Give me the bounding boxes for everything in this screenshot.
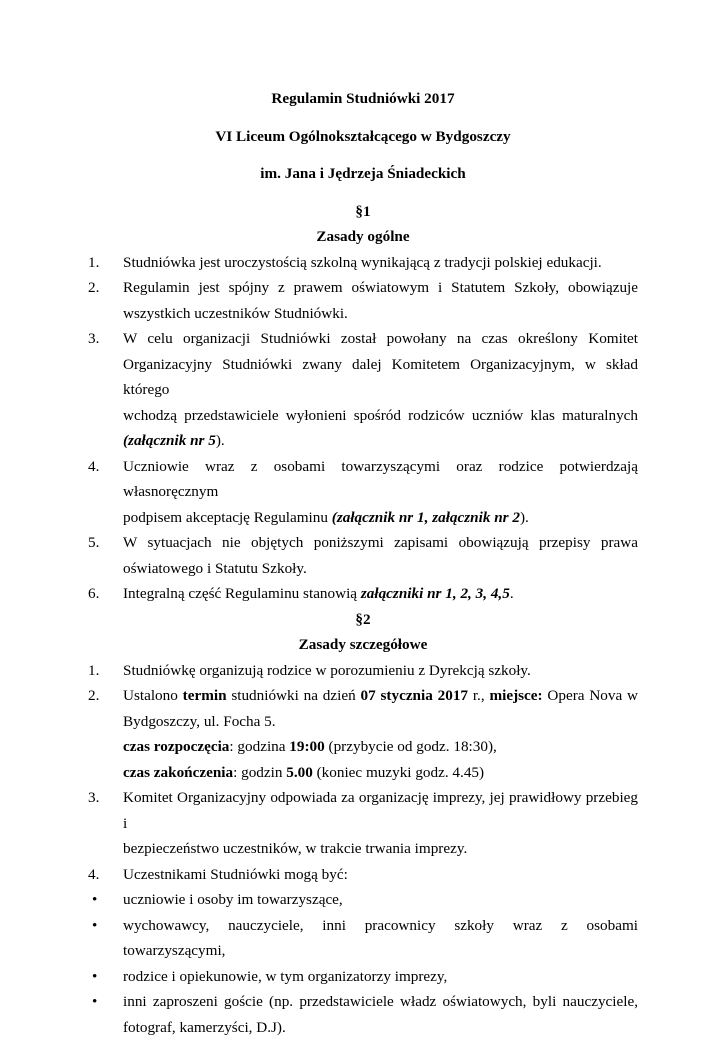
text-tail: . bbox=[510, 585, 514, 602]
item-text-line bbox=[123, 581, 638, 607]
item-number: 4. bbox=[88, 862, 118, 888]
item-text-line: oświatowego i Statutu Szkoły. bbox=[123, 556, 638, 582]
item-text-line: Regulamin jest spójny z prawem oświatowym i Statutem Szkoły, obowiązuje bbox=[123, 275, 638, 301]
item-text-line: Bydgoszczy, ul. Focha 5. bbox=[123, 709, 638, 735]
document-title: Regulamin Studniówki 2017 bbox=[88, 86, 638, 112]
item-text: wychowawcy, nauczyciele, inni pracownicy szkoły wraz z osobami towarzyszącymi, bbox=[123, 913, 638, 964]
item-text-line: W sytuacjach nie objętych poniższymi zapisami obowiązują przepisy prawa bbox=[123, 530, 638, 556]
start-time: 19:00 bbox=[289, 738, 324, 755]
item-text-line: wchodzą przedstawiciele wyłonieni spośród rodziców uczniów klas maturalnych bbox=[123, 403, 638, 429]
bullet-item bbox=[88, 964, 638, 990]
item-number: 3. bbox=[88, 785, 118, 811]
section-1-sign: §1 bbox=[88, 199, 638, 225]
text-mid: : godzin bbox=[233, 764, 286, 781]
bullet-icon: • bbox=[92, 989, 97, 1015]
bullet-icon: • bbox=[92, 913, 97, 939]
attachment-ref: załączniki nr 1, 2, 3, 4,5 bbox=[361, 585, 510, 602]
list-item bbox=[88, 683, 638, 785]
list-item bbox=[88, 581, 638, 607]
section-1-list bbox=[88, 250, 638, 607]
event-date: 07 stycznia 2017 bbox=[361, 687, 469, 704]
list-item bbox=[88, 454, 638, 531]
text-mid: studniówki na dzień bbox=[227, 687, 361, 704]
item-text-line: bezpieczeństwo uczestników, w trakcie trwania imprezy. bbox=[123, 836, 638, 862]
item-text: uczniowie i osoby im towarzyszące, bbox=[123, 887, 638, 913]
end-label: czas zakończenia bbox=[123, 764, 233, 781]
section-2-heading: Zasady szczegółowe bbox=[88, 632, 638, 658]
end-time-line bbox=[123, 760, 638, 786]
item-number: 3. bbox=[88, 326, 118, 352]
attachment-ref: (załącznik nr 1, załącznik nr 2 bbox=[332, 509, 520, 526]
text-tail: ). bbox=[520, 509, 529, 526]
item-number: 2. bbox=[88, 275, 118, 301]
text-tail: (koniec muzyki godz. 4.45) bbox=[313, 764, 484, 781]
bullet-item bbox=[88, 913, 638, 964]
list-item bbox=[88, 275, 638, 326]
text-pre: podpisem akceptację Regulaminu bbox=[123, 509, 332, 526]
venue-label: miejsce: bbox=[489, 687, 542, 704]
text-pre: Integralną część Regulaminu stanowią bbox=[123, 585, 361, 602]
item-text: rodzice i opiekunowie, w tym organizatorzy imprezy, bbox=[123, 964, 638, 990]
school-patron: im. Jana i Jędrzeja Śniadeckich bbox=[88, 161, 638, 187]
item-text-line: Organizacyjny Studniówki zwany dalej Komitetem Organizacyjnym, w skład którego bbox=[123, 352, 638, 403]
text-tail: ). bbox=[216, 432, 225, 449]
item-text-line: Uczniowie wraz z osobami towarzyszącymi oraz rodzice potwierdzają własnoręcznym bbox=[123, 454, 638, 505]
item-number: 2. bbox=[88, 683, 118, 709]
item-text-line bbox=[123, 683, 638, 709]
item-number: 6. bbox=[88, 581, 118, 607]
item-number: 5. bbox=[88, 530, 118, 556]
item-text: Studniówka jest uroczystością szkolną wynikającą z tradycji polskiej edukacji. bbox=[123, 250, 638, 276]
item-text-line: fotograf, kamerzyści, D.J). bbox=[123, 1015, 638, 1040]
item-text-line bbox=[123, 428, 638, 454]
item-text-line: W celu organizacji Studniówki został powołany na czas określony Komitet bbox=[123, 326, 638, 352]
end-time: 5.00 bbox=[286, 764, 313, 781]
section-2-list bbox=[88, 658, 638, 888]
bullet-item bbox=[88, 989, 638, 1040]
text-tail: (przybycie od godz. 18:30), bbox=[325, 738, 497, 755]
start-label: czas rozpoczęcia bbox=[123, 738, 229, 755]
venue-name: Opera Nova w bbox=[543, 687, 638, 704]
list-item bbox=[88, 326, 638, 454]
text-mid: r., bbox=[468, 687, 489, 704]
list-item bbox=[88, 862, 638, 888]
bullet-icon: • bbox=[92, 964, 97, 990]
attachment-ref: (załącznik nr 5 bbox=[123, 432, 216, 449]
bullet-icon: • bbox=[92, 887, 97, 913]
list-item bbox=[88, 658, 638, 684]
list-item bbox=[88, 785, 638, 862]
item-text: Uczestnikami Studniówki mogą być: bbox=[123, 862, 638, 888]
item-text-line: inni zaproszeni goście (np. przedstawiciele władz oświatowych, byli nauczyciele, bbox=[123, 989, 638, 1015]
start-time-line bbox=[123, 734, 638, 760]
item-number: 4. bbox=[88, 454, 118, 480]
item-text: Studniówkę organizują rodzice w porozumieniu z Dyrekcją szkoły. bbox=[123, 658, 638, 684]
item-text-line: wszystkich uczestników Studniówki. bbox=[123, 301, 638, 327]
item-text-line: Komitet Organizacyjny odpowiada za organizację imprezy, jej prawidłowy przebieg i bbox=[123, 785, 638, 836]
participants-list bbox=[88, 887, 638, 1040]
section-2-sign: §2 bbox=[88, 607, 638, 633]
school-name: VI Liceum Ogólnokształcącego w Bydgoszczy bbox=[88, 124, 638, 150]
text-mid: : godzina bbox=[229, 738, 289, 755]
item-number: 1. bbox=[88, 658, 118, 684]
item-text-line bbox=[123, 505, 638, 531]
term-label: termin bbox=[183, 687, 227, 704]
text-pre: Ustalono bbox=[123, 687, 183, 704]
list-item bbox=[88, 530, 638, 581]
item-number: 1. bbox=[88, 250, 118, 276]
section-1-heading: Zasady ogólne bbox=[88, 224, 638, 250]
list-item bbox=[88, 250, 638, 276]
bullet-item bbox=[88, 887, 638, 913]
